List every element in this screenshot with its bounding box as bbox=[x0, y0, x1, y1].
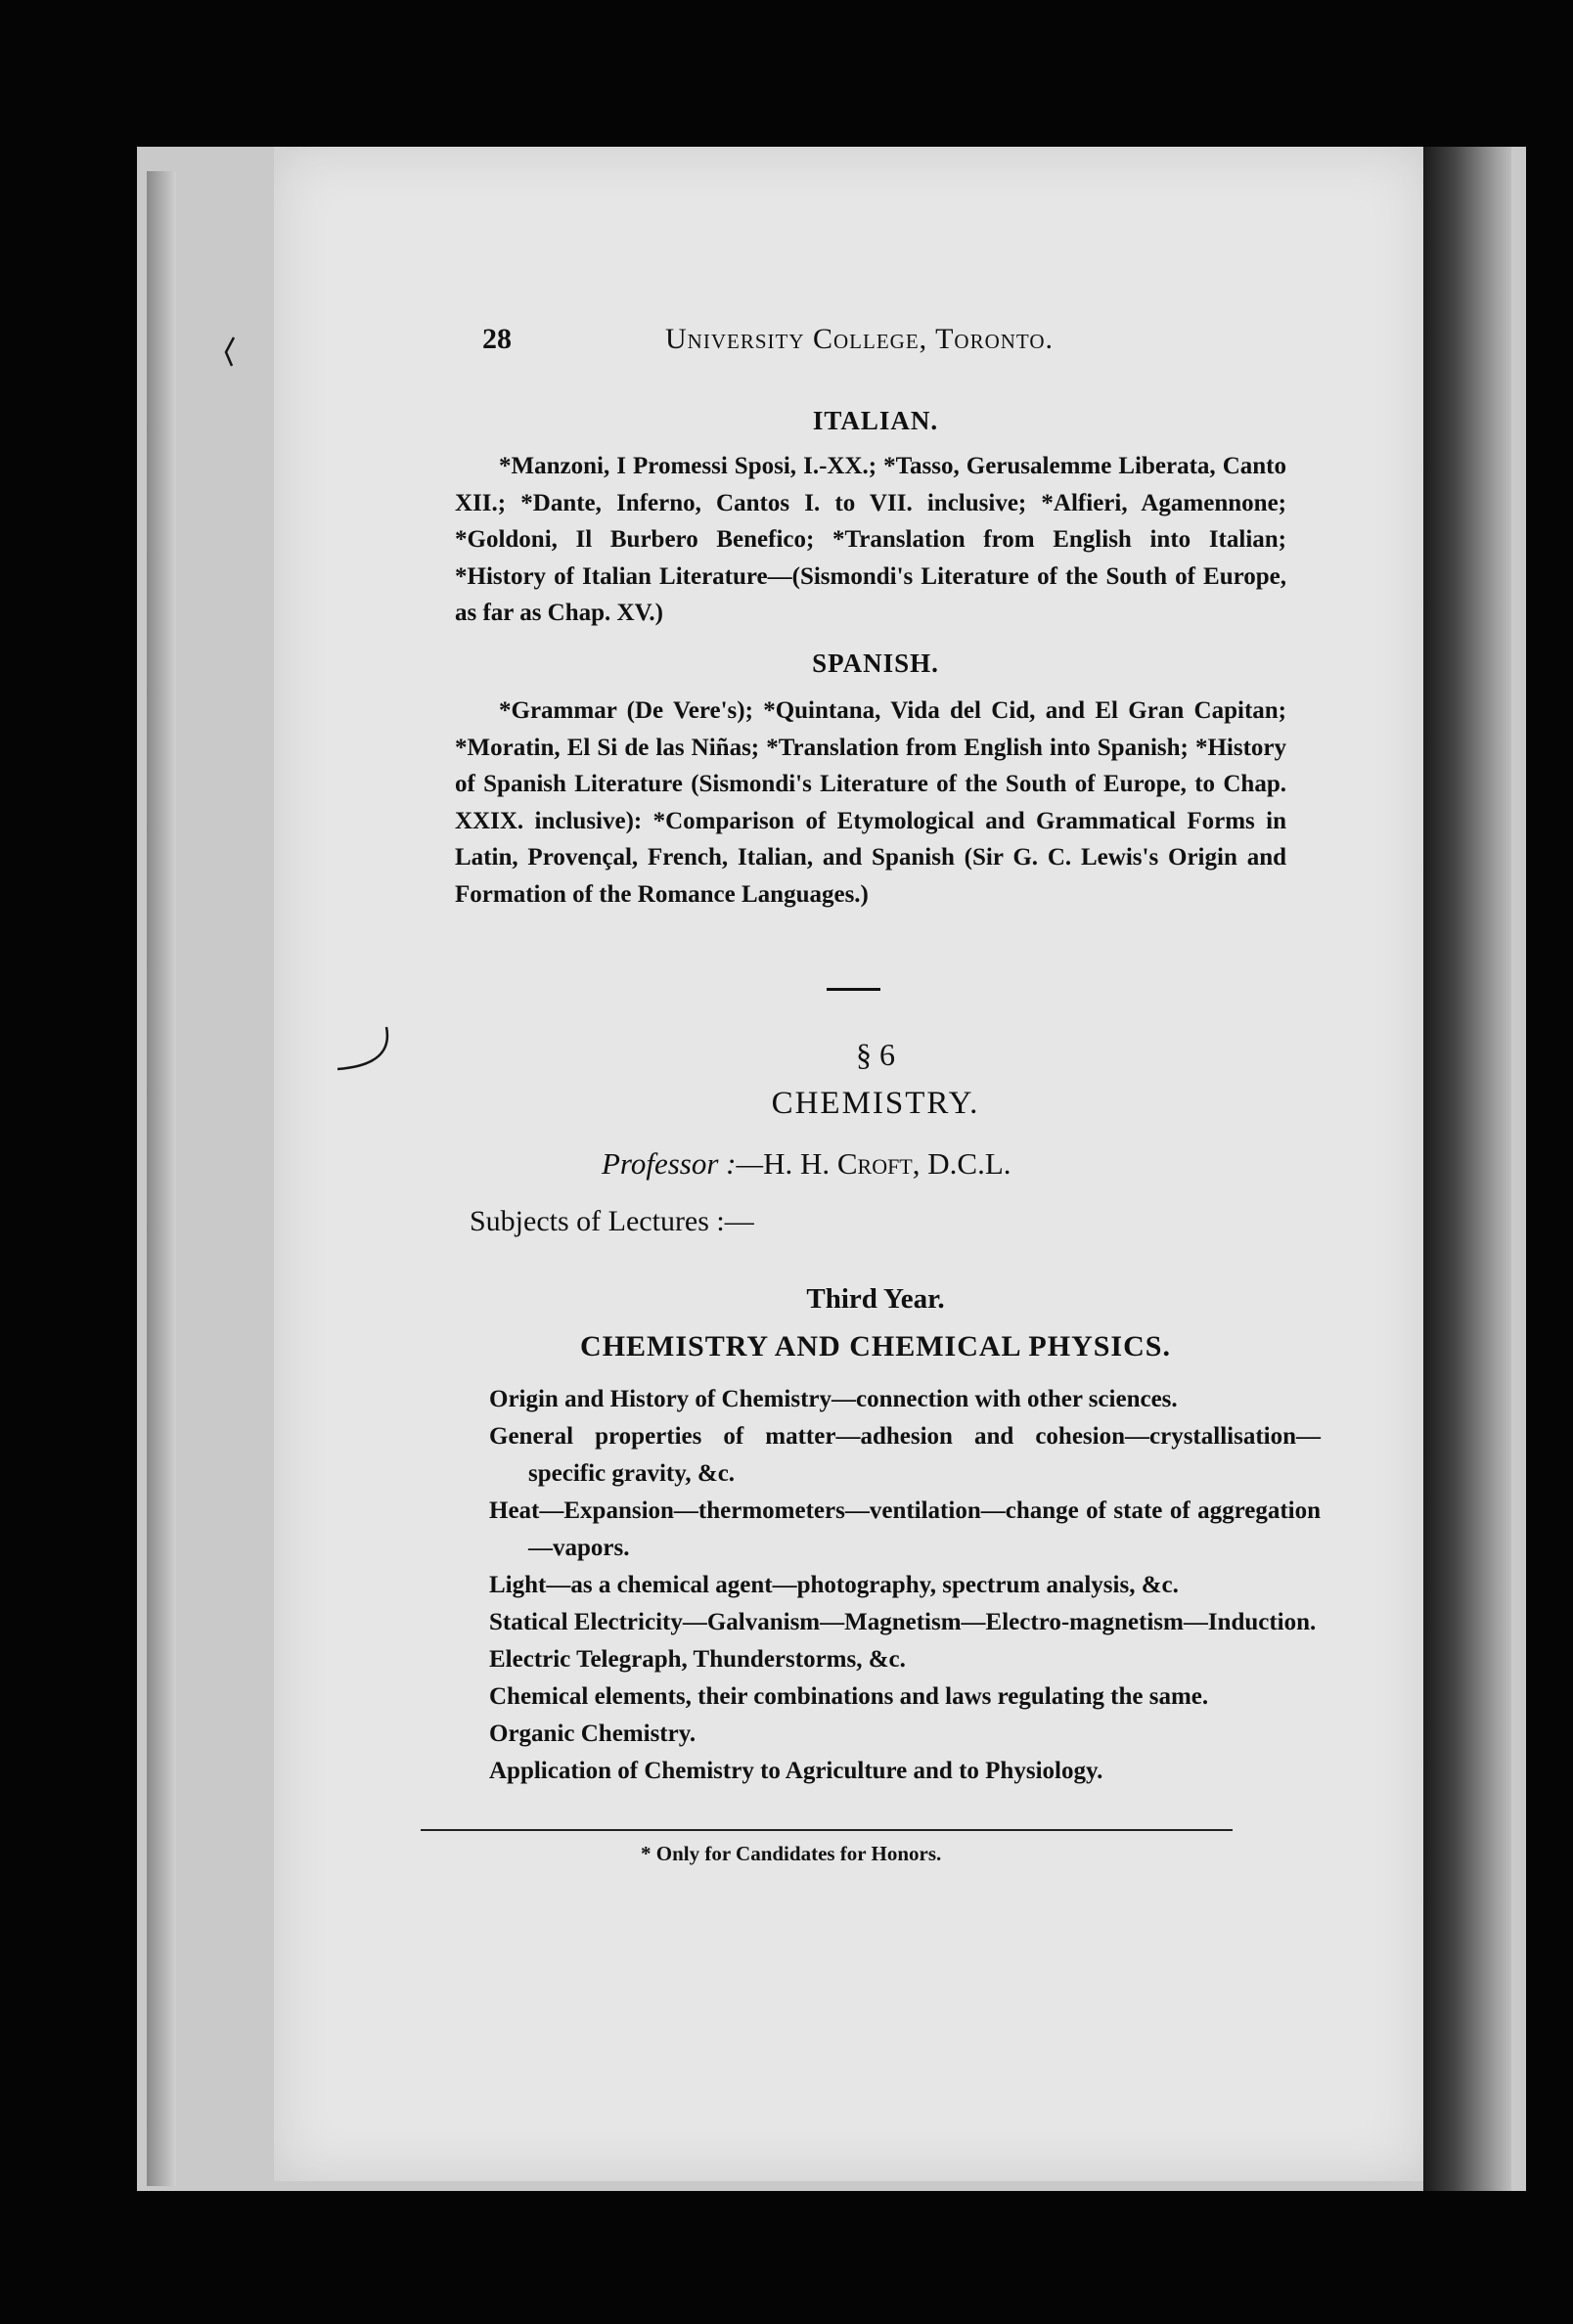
spanish-text: *Grammar (De Vere's); *Quintana, Vida del Cid, and El Gran Capitan; *Moratin, El Si de las Niñas; *Translation from English into Spanish; *History of Spanish Literature (Sismondi's Literature of the South of Europe, to Chap. XXIX. inclusive): *Comparison of Etymological and Grammatical Forms in Latin, Provençal, French, Italian, and Spanish (Sir G. C. Lewis's Origin and Formation of the Romance Languages.) bbox=[455, 697, 1286, 908]
list-item: Application of Chemistry to Agriculture and to Physiology. bbox=[489, 1758, 1103, 1784]
list-item: General properties of matter—adhesion and cohesion—crystallisation—specific gravity, &c. bbox=[489, 1423, 1321, 1487]
subjects-label: Subjects of Lectures :— bbox=[470, 1205, 754, 1237]
chemistry-subheading: CHEMISTRY AND CHEMICAL PHYSICS. bbox=[580, 1330, 1171, 1363]
running-title: University College, Toronto. bbox=[665, 323, 1055, 355]
running-head bbox=[455, 323, 1277, 362]
list-item: Light—as a chemical agent—photography, spectrum analysis, &c. bbox=[489, 1572, 1179, 1598]
professor-label: Professor :— bbox=[602, 1146, 764, 1181]
italian-text: *Manzoni, I Promessi Sposi, I.-XX.; *Tasso, Gerusalemme Liberata, Canto XII.; *Dante, Inferno, Cantos I. to VII. inclusive; *Alfieri, Agamennone; *Goldoni, Il Burbero Benefico; *Translation from English into Italian; *History of Italian Literature—(Sismondi's Literature of the South of Europe, as far as Chap. XV.) bbox=[455, 453, 1286, 626]
list-item: Organic Chemistry. bbox=[489, 1721, 697, 1747]
italian-heading: ITALIAN. bbox=[812, 406, 939, 435]
section-divider bbox=[827, 988, 880, 991]
year-heading: Third Year. bbox=[806, 1283, 945, 1315]
professor-line bbox=[602, 1146, 1011, 1182]
pencil-bracket-mark bbox=[333, 1022, 401, 1081]
professor-name: H. H. Croft, D.C.L. bbox=[763, 1146, 1011, 1181]
chemistry-title: CHEMISTRY. bbox=[771, 1086, 980, 1121]
footnote-rule bbox=[421, 1829, 1233, 1831]
list-item: Electric Telegraph, Thunderstorms, &c. bbox=[489, 1646, 906, 1673]
list-item: Statical Electricity—Galvanism—Magnetism—Electro-magnetism—Induction. bbox=[489, 1609, 1317, 1635]
list-item: Origin and History of Chemistry—connection with other sciences. bbox=[489, 1386, 1178, 1412]
spanish-heading: SPANISH. bbox=[812, 648, 939, 678]
pencil-tick-mark bbox=[220, 333, 240, 372]
footnote: * Only for Candidates for Honors. bbox=[641, 1842, 942, 1865]
topic-list bbox=[450, 1381, 1321, 1790]
list-item: Chemical elements, their combinations and laws regulating the same. bbox=[489, 1683, 1209, 1710]
book-gutter-right bbox=[1423, 147, 1511, 2191]
page-edge-left bbox=[147, 171, 176, 2186]
list-item: Heat—Expansion—thermometers—ventilation—change of state of aggregation—vapors. bbox=[489, 1497, 1321, 1561]
page-number: 28 bbox=[482, 323, 512, 355]
section-number: § 6 bbox=[856, 1037, 895, 1072]
